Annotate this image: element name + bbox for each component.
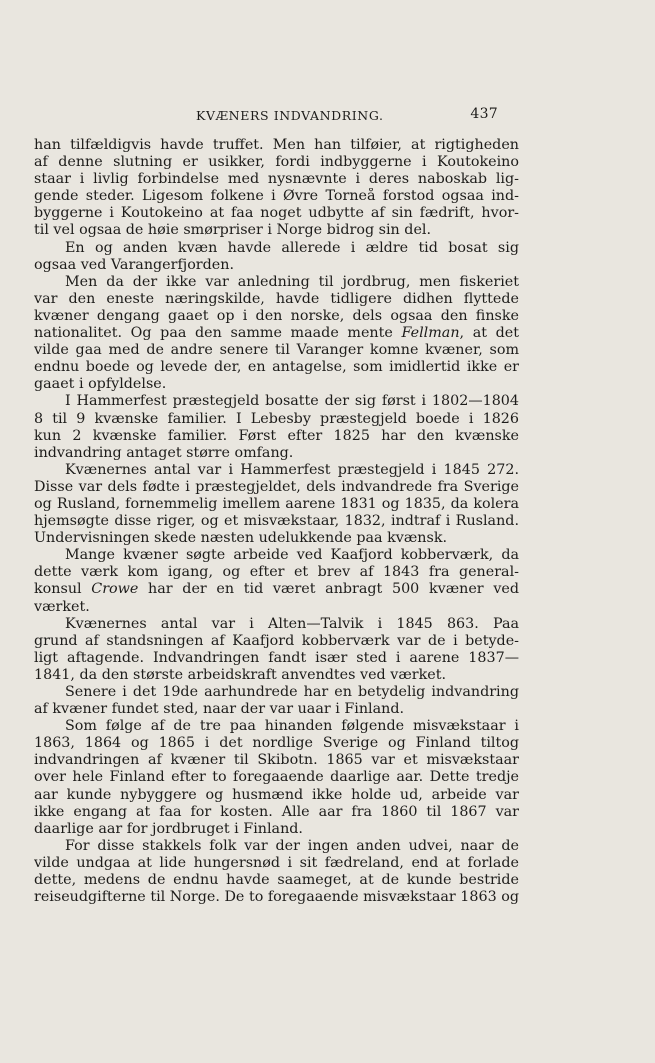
text-line bbox=[34, 325, 519, 342]
text-line: grund af standsningen af Kaafjord kobberværk var de i betyde- bbox=[34, 632, 519, 649]
text-line bbox=[34, 581, 519, 598]
text-line: Kvænernes antal var i Hammerfest præstegjeld i 1845 272. bbox=[65, 461, 519, 478]
text-line: For disse stakkels folk var der ingen anden udvei, naar de bbox=[65, 837, 519, 854]
text-line: 8 til 9 kvænske familier. I Lebesby præstegjeld boede i 1826 bbox=[34, 410, 519, 427]
text-line: kvæner dengang gaaet op i den norske, dels ogsaa den finske bbox=[34, 307, 519, 324]
page-header bbox=[196, 106, 498, 126]
body-text bbox=[34, 137, 519, 906]
text-segment: konsul bbox=[34, 581, 92, 598]
text-line: og Rusland, fornemmelig imellem aarene 1831 og 1835, da kolera bbox=[34, 495, 519, 512]
text-line: indvandringen af kvæner til Skibotn. 1865 var et misvækstaar bbox=[34, 752, 519, 769]
text-line: Disse var dels fødte i præstegjeldet, dels indvandrede fra Sverige bbox=[34, 478, 519, 495]
text-line: Undervisningen skede næsten udelukkende paa kvænsk. bbox=[34, 530, 448, 547]
italic-name: Fellman bbox=[401, 325, 460, 342]
text-line: over hele Finland efter to foregaaende daarlige aar. Dette tredje bbox=[34, 769, 519, 786]
text-line: ligt aftagende. Indvandringen fandt især sted i aarene 1837— bbox=[34, 649, 519, 666]
text-line: Senere i det 19de aarhundrede har en betydelig indvandring bbox=[65, 684, 519, 700]
text-line: I Hammerfest præstegjeld bosatte der sig først i 1802—1804 bbox=[65, 393, 519, 410]
text-line: af denne slutning er usikker, fordi indbyggerne i Koutokeino bbox=[34, 154, 519, 171]
text-line: byggerne i Koutokeino at faa noget udbytte af sin fædrift, hvor- bbox=[34, 205, 519, 222]
text-line: 1863, 1864 og 1865 i det nordlige Sverige og Finland tiltog bbox=[34, 735, 519, 752]
text-line: Kvænernes antal var i Alten—Talvik i 1845 863. Paa bbox=[65, 615, 519, 632]
text-line: var den eneste næringskilde, havde tidligere didhen flyttede bbox=[34, 290, 519, 307]
text-line: værket. bbox=[34, 598, 90, 615]
text-line: staar i livlig forbindelse med nysnævnte i deres naboskab lig- bbox=[34, 171, 519, 188]
text-line: dette værk kom igang, og efter et brev af 1843 fra general- bbox=[34, 564, 519, 581]
page-number: 437 bbox=[470, 106, 498, 122]
text-line: indvandring antaget større omfang. bbox=[34, 444, 294, 461]
text-line: kun 2 kvænske familier. Først efter 1825 har den kvænske bbox=[34, 427, 519, 444]
text-line: Mange kvæner søgte arbeide ved Kaafjord kobberværk, da bbox=[65, 547, 519, 564]
running-title: KVÆNERS INDVANDRING. bbox=[196, 108, 384, 123]
text-segment: nationalitet. Og paa den samme maade mente bbox=[34, 325, 402, 342]
text-line: aar kunde nybyggere og husmænd ikke holde ud, arbeide var bbox=[34, 786, 519, 803]
text-line: 1841, da den største arbeidskraft anvendtes ved værket. bbox=[34, 666, 447, 683]
text-line: daarlige aar for jordbruget i Finland. bbox=[34, 820, 303, 837]
text-segment: , at det bbox=[459, 325, 519, 342]
text-line: Men da der ikke var anledning til jordbrug, men fiskeriet bbox=[65, 273, 519, 290]
text-line: hjemsøgte disse riger, og et misvækstaar, 1832, indtraf i Rusland. bbox=[34, 513, 519, 530]
text-line: Som følge af de tre paa hinanden følgende misvækstaar i bbox=[65, 718, 519, 735]
text-line: reiseudgifterne til Norge. De to foregaaende misvækstaar 1863 og bbox=[34, 889, 519, 906]
text-line: ikke engang at faa for kosten. Alle aar fra 1860 til 1867 var bbox=[34, 803, 519, 820]
text-line: vilde gaa med de andre senere til Varanger komne kvæner, som bbox=[34, 342, 519, 359]
text-line: dette, medens de endnu havde saameget, at de kunde bestride bbox=[34, 872, 519, 889]
text-line: til vel ogsaa de høie smørpriser i Norge bidrog sin del. bbox=[34, 222, 432, 239]
text-line: gaaet i opfyldelse. bbox=[34, 376, 167, 393]
italic-name: Crowe bbox=[91, 581, 139, 598]
text-line: af kvæner fundet sted, naar der var uaar i Finland. bbox=[34, 701, 405, 718]
text-line: endnu boede og levede der, en antagelse, som imidlertid ikke er bbox=[34, 359, 519, 376]
text-segment: har der en tid været anbragt 500 kvæner ved bbox=[138, 581, 519, 598]
text-line: vilde undgaa at lide hungersnød i sit fædreland, end at forlade bbox=[34, 854, 519, 871]
text-line: En og anden kvæn havde allerede i ældre tid bosat sig bbox=[65, 239, 519, 256]
text-line: ogsaa ved Varangerfjorden. bbox=[34, 256, 235, 273]
text-line: han tilfældigvis havde truffet. Men han tilføier, at rigtigheden bbox=[34, 137, 519, 153]
text-line: gende steder. Ligesom folkene i Øvre Torneå forstod ogsaa ind- bbox=[34, 188, 519, 205]
